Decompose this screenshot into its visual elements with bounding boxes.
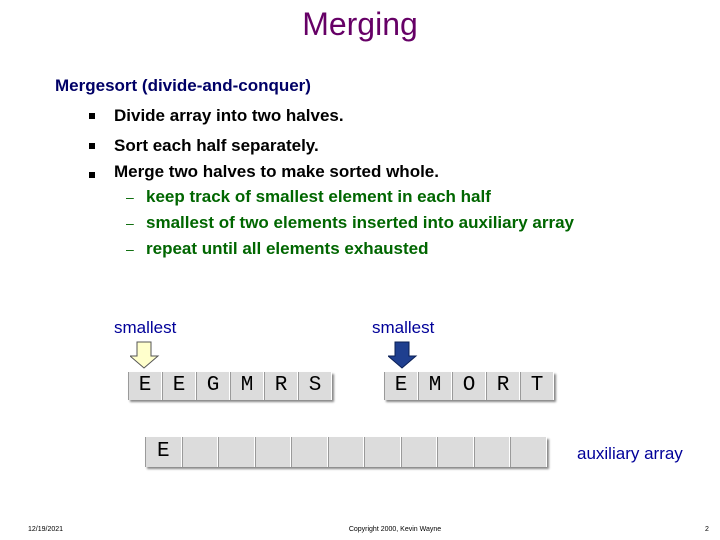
- aux-cell: [364, 437, 401, 467]
- aux-cell: [401, 437, 438, 467]
- aux-cell: [437, 437, 474, 467]
- bullet-marker: [89, 143, 95, 149]
- aux-cell: [218, 437, 255, 467]
- aux-cell: [510, 437, 547, 467]
- sub-bullet-item: smallest of two elements inserted into auxiliary array: [146, 213, 574, 232]
- slide-title: Merging: [302, 6, 418, 42]
- sub-bullet-dash: –: [126, 189, 134, 205]
- sub-bullet-item: repeat until all elements exhausted: [146, 239, 429, 258]
- left-half-array: [128, 372, 332, 400]
- array-cell: M: [418, 372, 452, 400]
- auxiliary-array: [145, 437, 547, 467]
- array-cell: R: [486, 372, 520, 400]
- slide-heading: Mergesort (divide-and-conquer): [55, 76, 311, 95]
- array-cell: R: [264, 372, 298, 400]
- footer-date: 12/19/2021: [28, 526, 64, 533]
- array-cell: S: [298, 372, 332, 400]
- aux-cell: [291, 437, 328, 467]
- sub-bullet-dash: –: [126, 215, 134, 231]
- bullet-marker: [89, 113, 95, 119]
- array-cell: O: [452, 372, 486, 400]
- bullet-item: Sort each half separately.: [114, 136, 319, 155]
- aux-cell: [255, 437, 292, 467]
- bullet-item: Divide array into two halves.: [114, 106, 344, 125]
- array-cell: G: [196, 372, 230, 400]
- array-cell: E: [162, 372, 196, 400]
- aux-cell: [474, 437, 511, 467]
- sub-bullet-dash: –: [126, 241, 134, 257]
- right-half-array: [384, 372, 554, 400]
- array-cell: M: [230, 372, 264, 400]
- aux-cell: [328, 437, 365, 467]
- left-smallest-label: smallest: [114, 318, 177, 337]
- footer-copyright: Copyright 2000, Kevin Wayne: [348, 526, 442, 533]
- bullet-marker: [89, 172, 95, 178]
- array-cell: E: [128, 372, 162, 400]
- page-number: 2: [705, 526, 709, 533]
- left-pointer-arrow-icon: [130, 340, 160, 370]
- array-cell: E: [384, 372, 418, 400]
- right-pointer-arrow-icon: [388, 340, 418, 370]
- array-cell: T: [520, 372, 554, 400]
- aux-cell: [182, 437, 219, 467]
- aux-cell: E: [145, 437, 182, 467]
- bullet-item: Merge two halves to make sorted whole.: [114, 162, 439, 181]
- right-smallest-label: smallest: [372, 318, 435, 337]
- auxiliary-array-label: auxiliary array: [577, 444, 683, 463]
- sub-bullet-item: keep track of smallest element in each half: [146, 187, 491, 206]
